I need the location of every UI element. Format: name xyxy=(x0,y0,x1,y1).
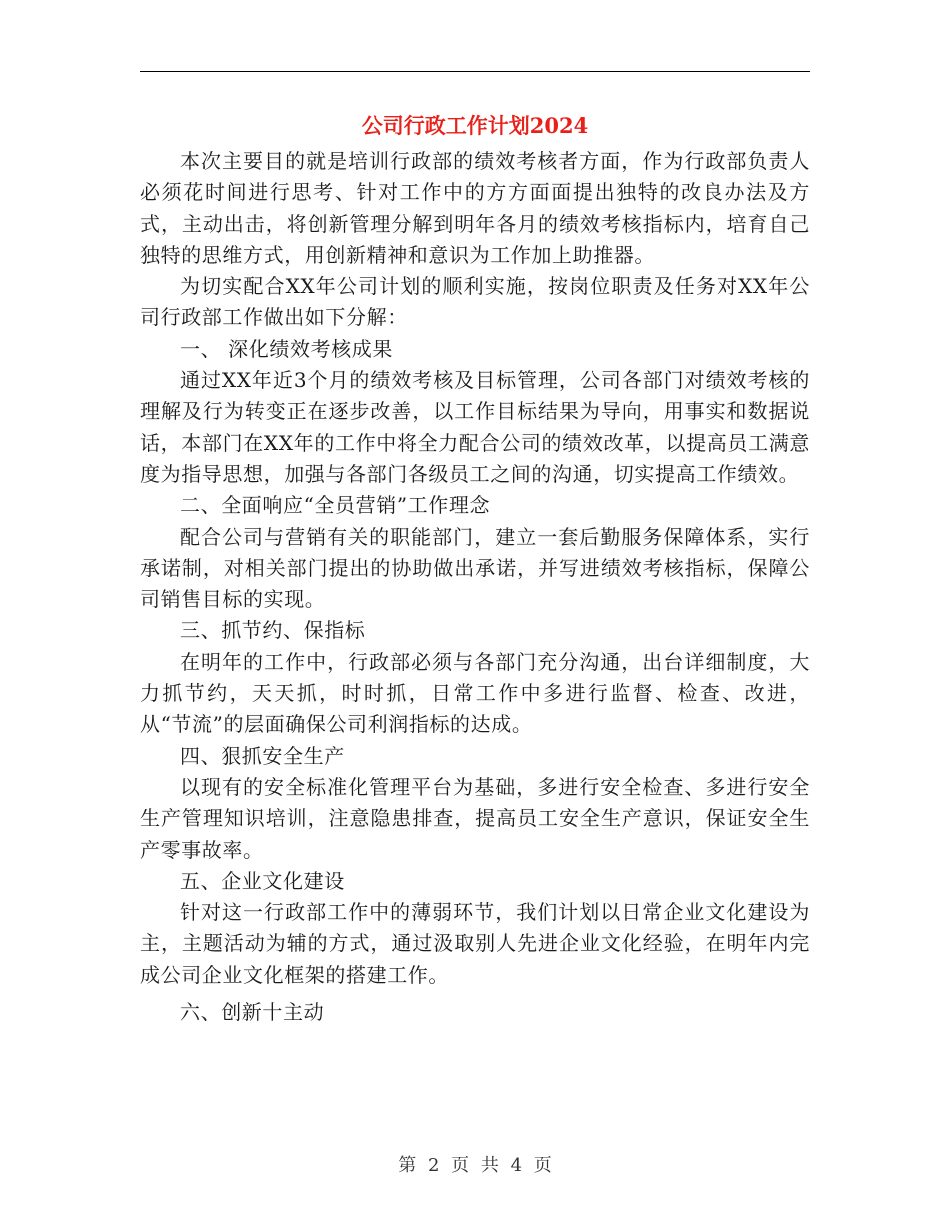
section-heading-1: 一、 深化绩效考核成果 xyxy=(180,336,393,361)
section-heading-3: 三、抓节约、保指标 xyxy=(180,618,366,643)
paragraph-section-4: 以现有的安全标准化管理平台为基础，多进行安全检查、多进行安全生产管理知识培训，注意隐患排查，提高员工安全生产意识，保证安全生产零事故率。 xyxy=(140,774,810,862)
page-number-footer: 第 2 页 共 4 页 xyxy=(398,1155,552,1176)
section-heading-2: 二、全面响应“全员营销”工作理念 xyxy=(180,493,491,518)
section-heading-4: 四、狠抓安全生产 xyxy=(180,743,345,768)
paragraph-plan-breakdown: 为切实配合XX年公司计划的顺利实施，按岗位职责及任务对XX年公司行政部工作做出如下分解： xyxy=(140,274,810,330)
paragraph-section-3: 在明年的工作中，行政部必须与各部门充分沟通，出台详细制度，大力抓节约，天天抓，时时抓，日常工作中多进行监督、检查、改进，从“节流”的层面确保公司利润指标的达成。 xyxy=(140,649,810,737)
document-title: 公司行政工作计划2024 xyxy=(361,113,589,138)
paragraph-section-5: 针对这一行政部工作中的薄弱环节，我们计划以日常企业文化建设为主，主题活动为辅的方式，通过汲取别人先进企业文化经验，在明年内完成公司企业文化框架的搭建工作。 xyxy=(140,900,810,987)
paragraph-intro: 本次主要目的就是培训行政部的绩效考核者方面，作为行政部负责人必须花时间进行思考、针对工作中的方方面面提出独特的改良办法及方式，主动出击，将创新管理分解到明年各月的绩效考核指标内，培育自己独特的思维方式，用创新精神和意识为工作加上助推器。 xyxy=(140,149,810,267)
section-heading-5: 五、企业文化建设 xyxy=(180,868,345,893)
document-body xyxy=(140,146,810,1028)
header-rule xyxy=(140,71,810,72)
paragraph-section-2: 配合公司与营销有关的职能部门，建立一套后勤服务保障体系，实行承诺制，对相关部门提出的协助做出承诺，并写进绩效考核指标，保障公司销售目标的实现。 xyxy=(140,524,810,612)
section-heading-6: 六、创新十主动 xyxy=(180,1000,325,1025)
paragraph-section-1: 通过XX年近3个月的绩效考核及目标管理，公司各部门对绩效考核的理解及行为转变正在逐步改善，以工作目标结果为导向，用事实和数据说话，本部门在XX年的工作中将全力配合公司的绩效改革，以提高员工满意度为指导思想，加强与各部门各级员工之间的沟通，切实提高工作绩效。 xyxy=(140,368,810,486)
